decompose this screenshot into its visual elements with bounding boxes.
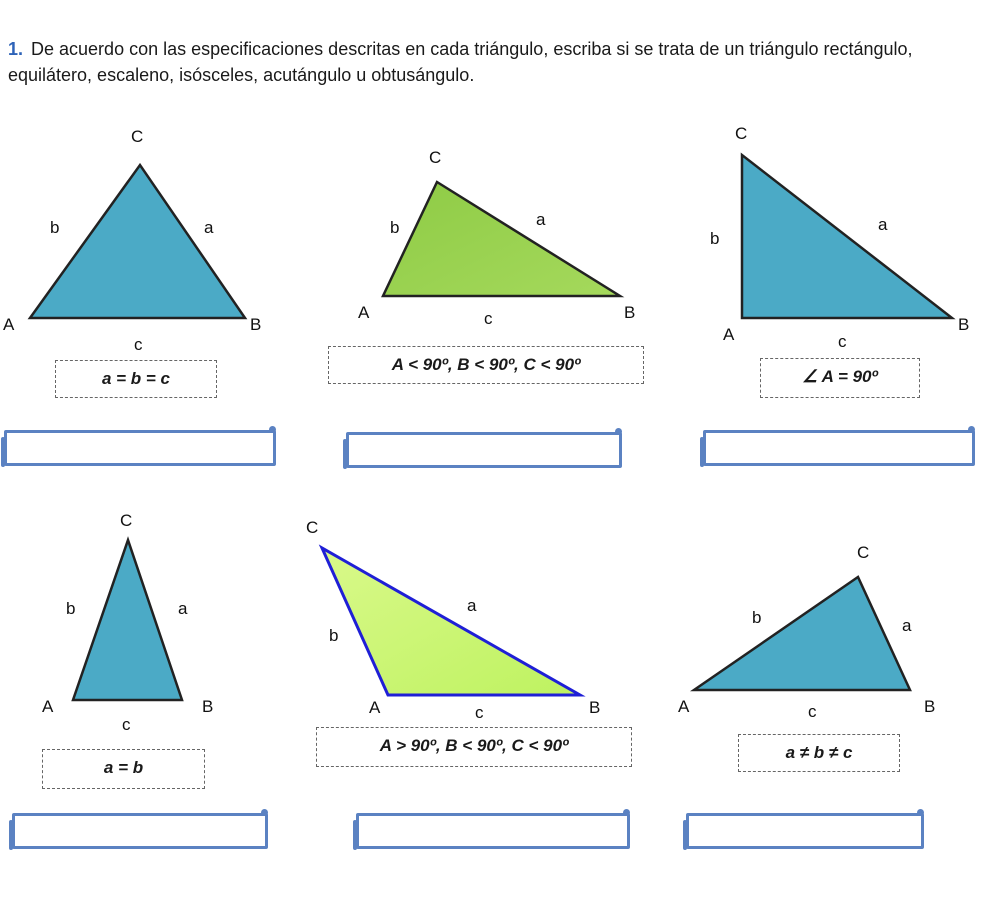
- vertex-label-c: C: [131, 127, 144, 146]
- vertex-label-c: C: [857, 543, 870, 562]
- answer-field-1[interactable]: [4, 430, 276, 466]
- side-label-a: a: [204, 218, 214, 237]
- answer-field-4[interactable]: [12, 813, 268, 849]
- triangle-3: [710, 124, 969, 351]
- question-number: 1.: [8, 39, 24, 59]
- side-label-b: b: [50, 218, 60, 237]
- side-label-c: c: [475, 703, 484, 722]
- triangle-1: [3, 127, 261, 354]
- instruction-text: De acuerdo con las especificaciones descritas en cada triángulo, escriba si se trata de un triángulo rectángulo, equilátero, escaleno, isósceles, acutángulo u obtusángulo.: [8, 39, 913, 85]
- side-label-a: a: [467, 596, 477, 615]
- triangle-4-shape: [73, 540, 182, 700]
- triangle-3-shape: [742, 155, 952, 318]
- side-label-a: a: [536, 210, 546, 229]
- vertex-label-b: B: [202, 697, 214, 716]
- triangle-6: [678, 543, 935, 721]
- answer-field-6[interactable]: [686, 813, 924, 849]
- condition-box-1: a = b = c: [55, 360, 217, 398]
- vertex-label-c: C: [306, 518, 319, 537]
- vertex-label-b: B: [924, 697, 936, 716]
- triangle-6-shape: [694, 577, 910, 690]
- triangle-5: [306, 518, 600, 722]
- side-label-a: a: [902, 616, 912, 635]
- side-label-c: c: [122, 715, 131, 734]
- side-label-a: a: [178, 599, 188, 618]
- condition-box-3: ∠ A = 90º: [760, 358, 920, 398]
- vertex-label-a: A: [358, 303, 370, 322]
- side-label-b: b: [752, 608, 762, 627]
- triangle-2: [358, 148, 635, 328]
- triangle-2-shape: [383, 182, 620, 296]
- vertex-label-b: B: [624, 303, 636, 322]
- vertex-label-b: B: [589, 698, 601, 717]
- vertex-label-a: A: [678, 697, 690, 716]
- condition-box-5: A > 90º, B < 90º, C < 90º: [316, 727, 632, 767]
- condition-box-2: A < 90º, B < 90º, C < 90º: [328, 346, 644, 384]
- answer-field-3[interactable]: [703, 430, 975, 466]
- side-label-c: c: [484, 309, 493, 328]
- side-label-a: a: [878, 215, 888, 234]
- vertex-label-a: A: [723, 325, 735, 344]
- side-label-b: b: [66, 599, 76, 618]
- vertex-label-a: A: [42, 697, 54, 716]
- vertex-label-b: B: [958, 315, 970, 334]
- vertex-label-c: C: [735, 124, 748, 143]
- side-label-b: b: [329, 626, 339, 645]
- triangle-5-shape: [322, 548, 580, 695]
- side-label-c: c: [808, 702, 817, 721]
- vertex-label-a: A: [3, 315, 15, 334]
- vertex-label-c: C: [429, 148, 442, 167]
- condition-box-4: a = b: [42, 749, 205, 789]
- triangle-1-shape: [30, 165, 245, 318]
- side-label-b: b: [710, 229, 720, 248]
- answer-field-2[interactable]: [346, 432, 622, 468]
- side-label-b: b: [390, 218, 400, 237]
- condition-box-6: a ≠ b ≠ c: [738, 734, 900, 772]
- vertex-label-a: A: [369, 698, 381, 717]
- side-label-c: c: [838, 332, 847, 351]
- triangle-4: [42, 511, 213, 734]
- answer-field-5[interactable]: [356, 813, 630, 849]
- side-label-c: c: [134, 335, 143, 354]
- vertex-label-c: C: [120, 511, 133, 530]
- vertex-label-b: B: [250, 315, 262, 334]
